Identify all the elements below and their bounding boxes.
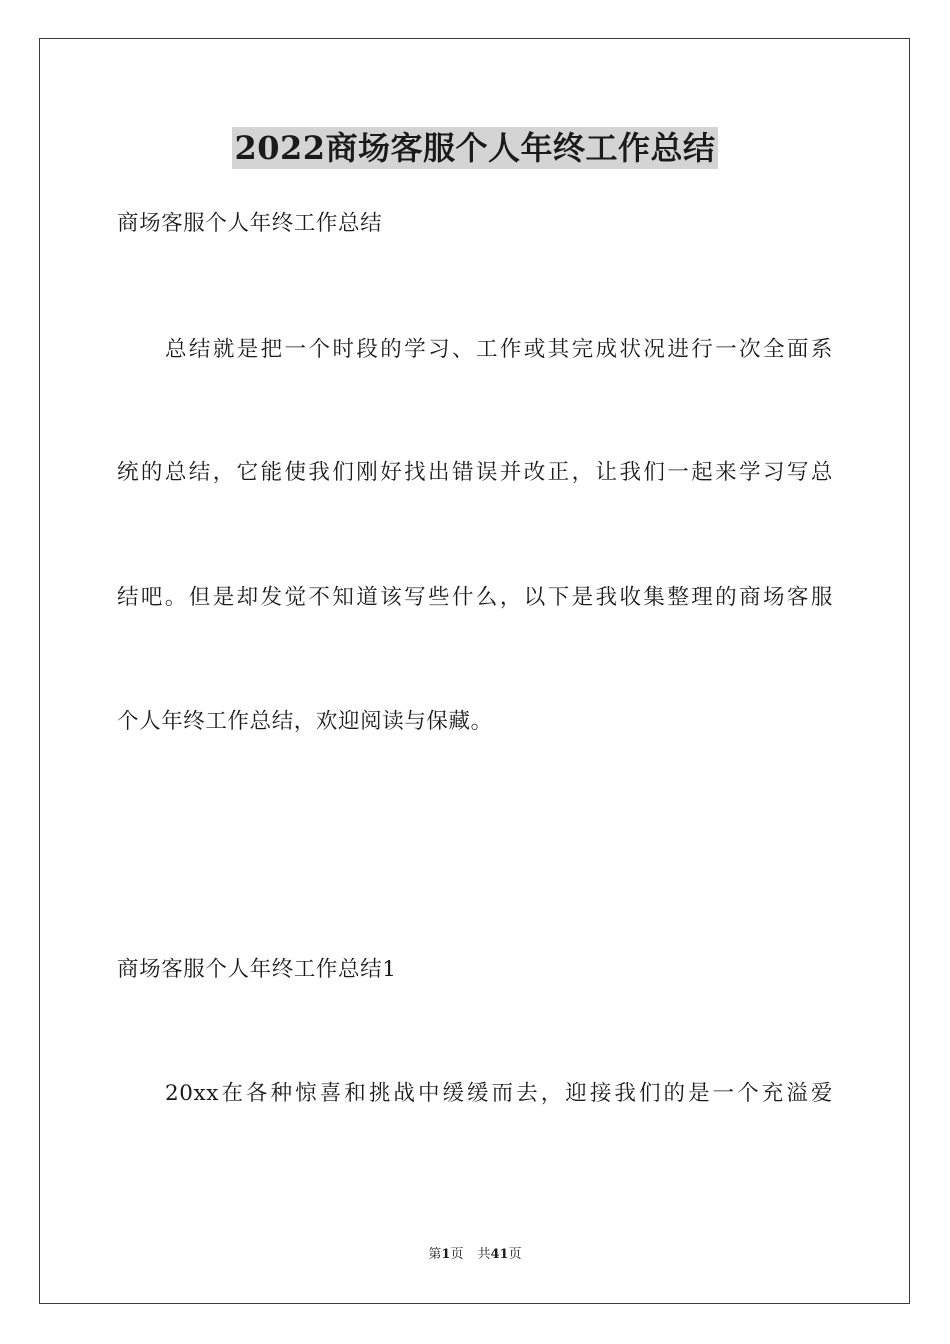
intro-paragraph-line: 总结就是把一个时段的学习、工作或其完成状况进行一次全面系 (165, 337, 833, 362)
intro-paragraph-line: 结吧。但是却发觉不知道该写些什么，以下是我收集整理的商场客服 (117, 585, 833, 610)
page-footer (0, 1246, 950, 1264)
document-subtitle: 商场客服个人年终工作总结 (117, 211, 383, 236)
section-heading: 商场客服个人年终工作总结1 (117, 957, 397, 982)
document-title (0, 127, 950, 169)
page-number: 1 (441, 1247, 451, 1262)
intro-paragraph-line: 个人年终工作总结，欢迎阅读与保藏。 (117, 709, 493, 734)
intro-paragraph-line: 统的总结，它能使我们刚好找出错误并改正，让我们一起来学习写总 (117, 460, 833, 485)
total-pages: 41 (490, 1247, 509, 1262)
page-label-suffix: 页 (450, 1247, 464, 1262)
total-label-suffix: 页 (508, 1247, 522, 1262)
document-title-text: 2022商场客服个人年终工作总结 (234, 129, 716, 167)
page-label-prefix: 第 (428, 1247, 442, 1262)
section-paragraph-line: 20xx在各种惊喜和挑战中缓缓而去，迎接我们的是一个充溢爱 (165, 1081, 833, 1106)
total-label-prefix: 共 (477, 1247, 491, 1262)
